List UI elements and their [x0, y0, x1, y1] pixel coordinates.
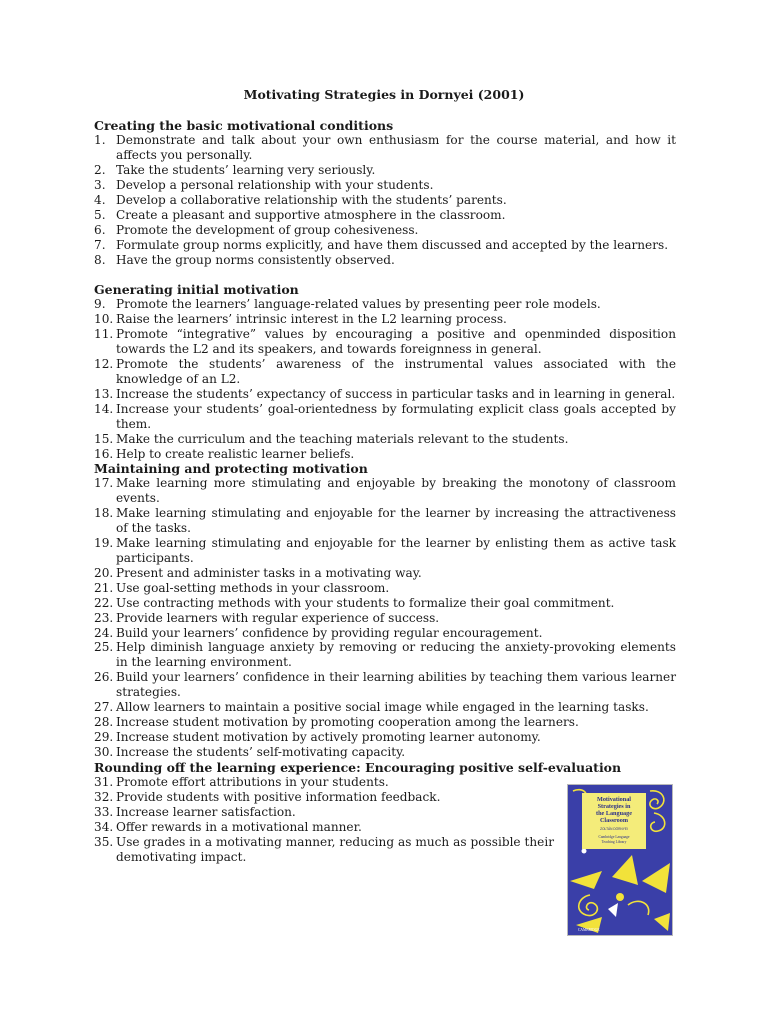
item-text: Promote the development of group cohesiveness.	[116, 222, 419, 237]
strategy-list	[94, 133, 676, 268]
list-item	[94, 611, 676, 626]
item-number: 26.	[94, 670, 114, 685]
item-text: Increase your students’ goal-orientedness by formulating explicit class goals accepted by them.	[116, 401, 676, 431]
list-item	[94, 596, 676, 611]
list-item	[94, 297, 676, 312]
item-number: 25.	[94, 640, 114, 655]
section-maintaining-motivation	[94, 461, 676, 760]
item-number: 12.	[94, 356, 114, 371]
item-number: 22.	[94, 595, 114, 610]
list-item	[94, 312, 676, 327]
item-number: 2.	[94, 162, 106, 177]
item-text: Use contracting methods with your students to formalize their goal commitment.	[116, 595, 615, 610]
cover-title-line: Strategies in	[597, 803, 631, 810]
list-item	[94, 133, 676, 163]
list-item	[94, 402, 676, 432]
list-item	[94, 193, 676, 208]
item-number: 18.	[94, 505, 114, 520]
cover-title-line: Motivational	[596, 796, 632, 803]
item-text: Demonstrate and talk about your own enthusiasm for the course material, and how it affects you personally.	[116, 133, 676, 162]
item-number: 21.	[94, 580, 114, 595]
section-heading: Rounding off the learning experience: Encouraging positive self-evaluation	[94, 760, 622, 775]
item-text: Increase the students’ self-motivating capacity.	[116, 745, 406, 760]
cover-publisher: CAMBRIDGE	[578, 928, 600, 932]
book-cover-image	[567, 784, 673, 936]
item-text: Develop a collaborative relationship with the students’ parents.	[116, 192, 507, 207]
item-number: 35.	[94, 834, 114, 849]
item-text: Raise the learners’ intrinsic interest in the L2 learning process.	[116, 311, 507, 326]
item-text: Build your learners’ confidence by providing regular encouragement.	[116, 625, 543, 640]
item-number: 14.	[94, 401, 114, 416]
item-number: 33.	[94, 804, 114, 819]
strategy-list	[94, 476, 676, 760]
item-number: 23.	[94, 610, 114, 625]
item-text: Help to create realistic learner beliefs.	[116, 446, 355, 461]
item-text: Use grades in a motivating manner, reducing as much as possible their demotivating impact.	[116, 834, 554, 864]
item-text: Formulate group norms explicitly, and have them discussed and accepted by the learners.	[116, 237, 669, 252]
item-text: Provide learners with regular experience of success.	[116, 610, 440, 625]
list-item	[94, 745, 676, 760]
item-text: Make learning stimulating and enjoyable for the learner by enlisting them as active task participants.	[116, 535, 676, 565]
list-item	[94, 820, 554, 835]
cover-title-line: Classroom	[599, 817, 629, 824]
item-text: Make learning more stimulating and enjoyable by breaking the monotony of classroom events.	[116, 476, 676, 505]
cover-title-line: the Language	[596, 810, 632, 817]
item-text: Allow learners to maintain a positive social image while engaged in the learning tasks.	[116, 700, 649, 715]
list-item	[94, 327, 676, 357]
item-number: 9.	[94, 297, 106, 311]
list-item	[94, 476, 676, 506]
list-item	[94, 432, 676, 447]
list-item	[94, 163, 676, 178]
cover-series-line: Cambridge Language	[598, 835, 630, 839]
item-text: Take the students’ learning very seriously.	[116, 162, 376, 177]
list-item	[94, 223, 676, 238]
list-item	[94, 238, 676, 253]
list-item	[94, 447, 676, 462]
item-number: 32.	[94, 789, 114, 804]
list-item	[94, 715, 676, 730]
section-heading: Generating initial motivation	[94, 282, 299, 297]
item-text: Make the curriculum and the teaching materials relevant to the students.	[116, 431, 569, 446]
cover-series-line: Teaching Library	[601, 840, 627, 844]
item-text: Build your learners’ confidence in their learning abilities by teaching them various learner strategies.	[116, 670, 676, 700]
list-item	[94, 208, 676, 223]
list-item	[94, 536, 676, 566]
list-item	[94, 253, 676, 268]
item-text: Promote “integrative” values by encouraging a positive and openminded disposition towards the L2 and its speakers, and towards foreignness in general.	[116, 326, 676, 356]
list-item	[94, 357, 676, 387]
item-number: 6.	[94, 222, 106, 237]
list-item	[94, 835, 554, 865]
item-number: 27.	[94, 700, 114, 715]
item-number: 7.	[94, 237, 106, 252]
item-number: 31.	[94, 775, 114, 789]
item-text: Promote the students’ awareness of the instrumental values associated with the knowledge of an L2.	[116, 356, 676, 386]
item-number: 29.	[94, 730, 114, 745]
item-text: Help diminish language anxiety by removing or reducing the anxiety-provoking elements in the learning environment.	[116, 640, 676, 670]
item-number: 3.	[94, 177, 106, 192]
list-item	[94, 626, 676, 641]
list-item	[94, 670, 676, 700]
list-item	[94, 700, 676, 715]
item-text: Create a pleasant and supportive atmosphere in the classroom.	[116, 207, 506, 222]
item-number: 20.	[94, 565, 114, 580]
item-number: 13.	[94, 386, 114, 401]
item-text: Offer rewards in a motivational manner.	[116, 819, 362, 834]
item-number: 19.	[94, 535, 114, 550]
list-item	[94, 805, 554, 820]
item-text: Increase student motivation by actively promoting learner autonomy.	[116, 730, 541, 745]
list-item	[94, 387, 676, 402]
item-text: Increase the students’ expectancy of success in particular tasks and in learning in general.	[116, 386, 676, 401]
item-text: Use goal-setting methods in your classroom.	[116, 580, 390, 595]
item-number: 24.	[94, 625, 114, 640]
list-item	[94, 581, 676, 596]
item-text: Provide students with positive information feedback.	[116, 789, 441, 804]
section-heading: Creating the basic motivational conditions	[94, 118, 394, 133]
item-number: 1.	[94, 133, 106, 147]
item-text: Present and administer tasks in a motivating way.	[116, 565, 422, 580]
item-text: Increase student motivation by promoting cooperation among the learners.	[116, 715, 579, 730]
item-number: 34.	[94, 819, 114, 834]
list-item	[94, 178, 676, 193]
item-number: 11.	[94, 326, 114, 341]
item-number: 16.	[94, 446, 114, 461]
strategy-list	[94, 297, 676, 461]
section-initial-motivation	[94, 282, 676, 461]
document-title: Motivating Strategies in Dornyei (2001)	[243, 87, 525, 102]
item-number: 4.	[94, 192, 106, 207]
list-item	[94, 640, 676, 670]
cover-author: ZOLTÁN DÖRNYEI	[600, 827, 628, 831]
list-item	[94, 506, 676, 536]
item-text: Have the group norms consistently observed.	[116, 252, 395, 267]
item-number: 30.	[94, 745, 114, 760]
section-basic-conditions	[94, 118, 676, 268]
item-number: 28.	[94, 715, 114, 730]
list-item	[94, 775, 554, 790]
item-number: 8.	[94, 252, 106, 267]
item-text: Develop a personal relationship with your students.	[116, 177, 434, 192]
list-item	[94, 730, 676, 745]
item-text: Increase learner satisfaction.	[116, 804, 296, 819]
list-item	[94, 566, 676, 581]
section-heading: Maintaining and protecting motivation	[94, 461, 368, 476]
item-number: 17.	[94, 476, 114, 490]
item-number: 10.	[94, 311, 114, 326]
item-number: 5.	[94, 207, 106, 222]
item-text: Promote effort attributions in your students.	[116, 775, 389, 789]
item-text: Promote the learners’ language-related values by presenting peer role models.	[116, 297, 601, 311]
list-item	[94, 790, 554, 805]
item-number: 15.	[94, 431, 114, 446]
item-text: Make learning stimulating and enjoyable for the learner by increasing the attractiveness of the tasks.	[116, 505, 676, 535]
